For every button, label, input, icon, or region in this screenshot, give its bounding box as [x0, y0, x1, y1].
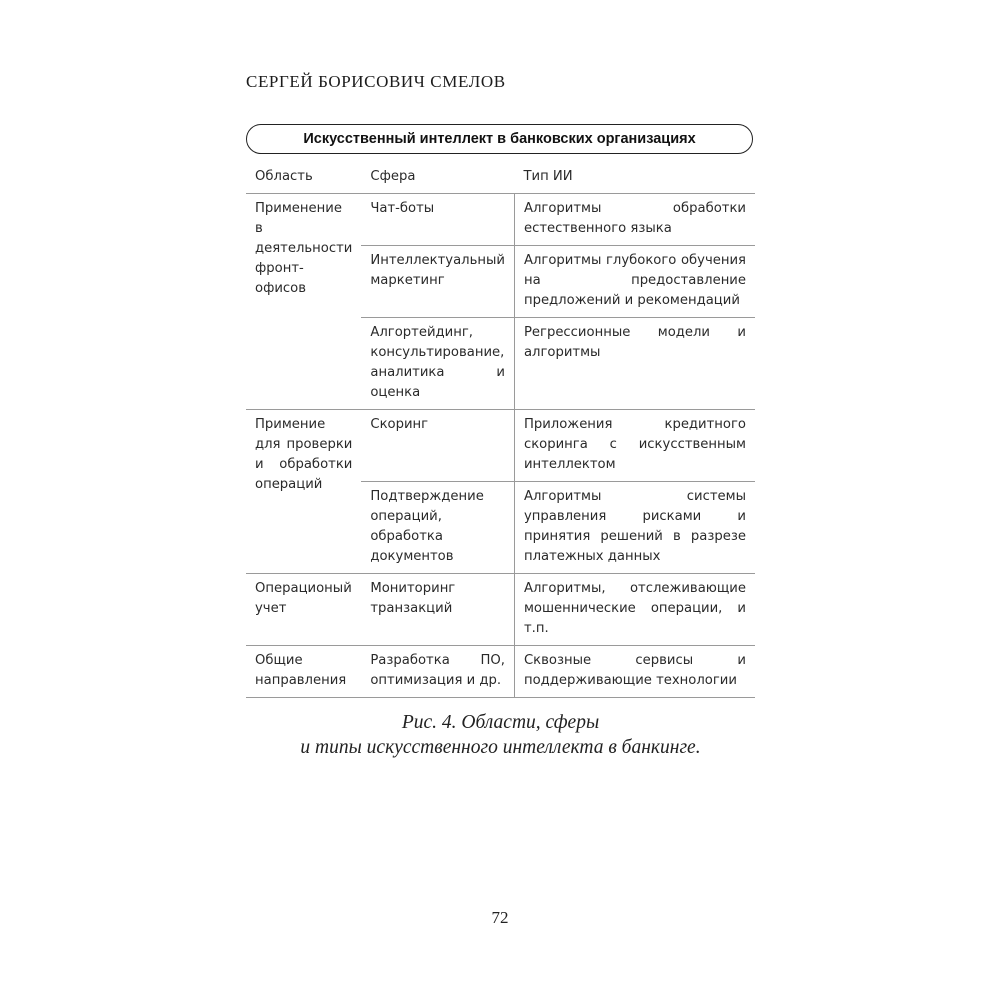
- sphere-cell: Скоринг: [361, 410, 514, 482]
- sphere-cell: Мониторинг транзакций: [361, 574, 514, 646]
- page-number: 72: [491, 908, 509, 927]
- table-title: Искусственный интеллект в банковских организациях: [246, 124, 753, 154]
- sphere-cell: Чат-боты: [361, 194, 514, 246]
- sphere-cell: Алгортейдинг, консультирование, аналитика и оценка: [361, 318, 514, 410]
- figure-caption: [246, 710, 755, 760]
- table-row: [246, 194, 755, 246]
- ai-type-cell: Приложения кредитного скоринга с искусственным интеллектом: [514, 410, 755, 482]
- area-cell: Применение в деятельности фронт-офисов: [246, 194, 361, 410]
- ai-type-cell: Сквозные сервисы и поддерживающие технологии: [514, 646, 755, 698]
- table-row: [246, 646, 755, 698]
- area-cell: Примение для проверки и обработки операций: [246, 410, 361, 574]
- ai-type-cell: Алгоритмы обработки естественного языка: [514, 194, 755, 246]
- ai-type-cell: Алгоритмы системы управления рисками и принятия решений в разрезе платежных данных: [514, 482, 755, 574]
- caption-line-1: Рис. 4. Области, сферы: [401, 712, 600, 733]
- sphere-cell: Интеллектуальный маркетинг: [361, 246, 514, 318]
- table-row: [246, 574, 755, 646]
- column-header-area: Область: [246, 161, 361, 194]
- caption-line-2: и типы искусственного интеллекта в банкинге.: [300, 737, 701, 758]
- area-cell: Операционый учет: [246, 574, 361, 646]
- ai-type-cell: Алгоритмы глубокого обучения на предоставление предложений и рекомендаций: [514, 246, 755, 318]
- column-header-sphere: Сфера: [361, 161, 514, 194]
- area-cell: Общие направления: [246, 646, 361, 698]
- table-row: [246, 410, 755, 482]
- running-head: СЕРГЕЙ БОРИСОВИЧ СМЕЛОВ: [246, 72, 506, 91]
- ai-type-cell: Алгоритмы, отслеживающие мошеннические операции, и т.п.: [514, 574, 755, 646]
- sphere-cell: Подтверждение операций, обработка документов: [361, 482, 514, 574]
- ai-banking-table: [246, 161, 755, 698]
- sphere-cell: Разработка ПО, оптимизация и др.: [361, 646, 514, 698]
- column-header-ai-type: Тип ИИ: [514, 161, 755, 194]
- ai-type-cell: Регрессионные модели и алгоритмы: [514, 318, 755, 410]
- table-header-row: [246, 161, 755, 194]
